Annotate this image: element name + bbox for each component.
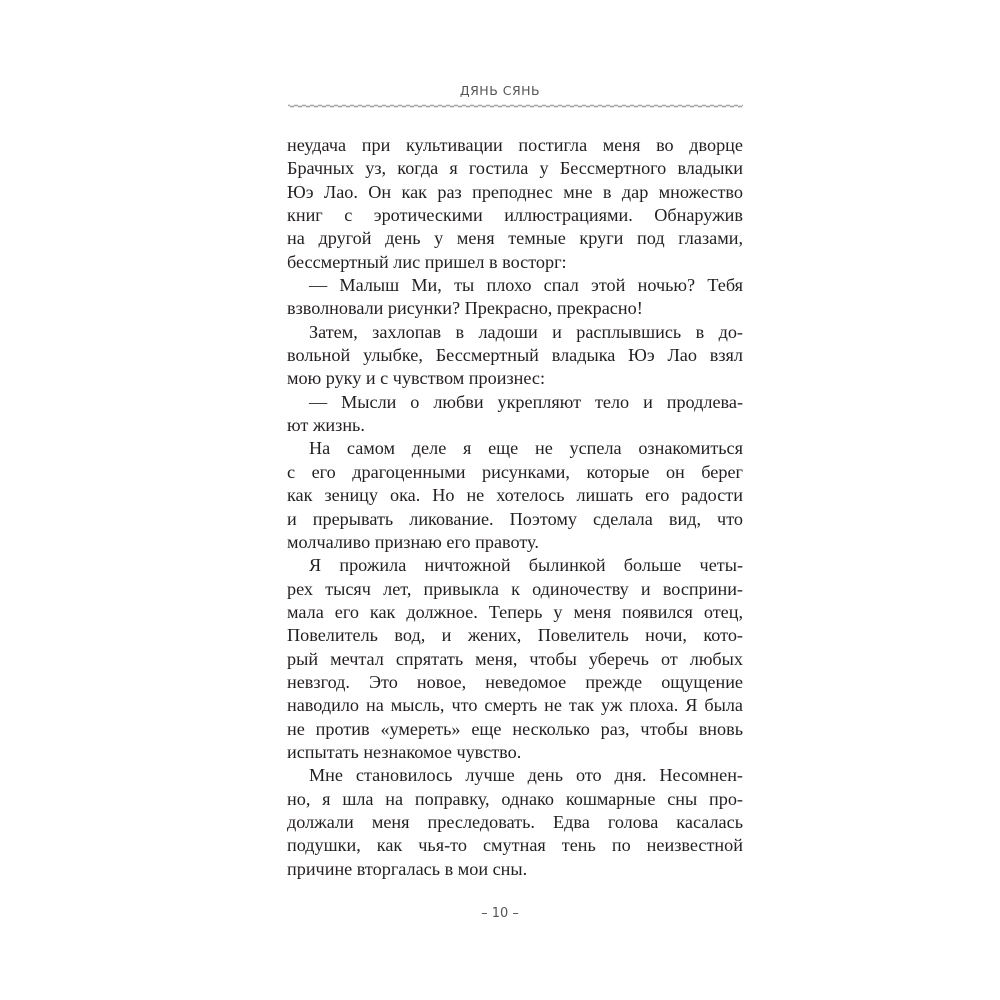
text-line: — Мысли о любви укрепляют тело и продлева- [309,391,743,412]
text-line: Юэ Лао. Он как раз преподнес мне в дар множество [287,181,743,202]
paragraph [287,274,743,321]
text-line: должали меня преследовать. Едва голова касалась [287,811,743,832]
paragraph [287,554,743,764]
text-line: молчаливо признаю его правоту. [287,531,539,552]
text-line: — Малыш Ми, ты плохо спал этой ночью? Тебя [309,275,743,296]
text-line: книг с эротическими иллюстрациями. Обнаружив [287,205,743,226]
text-line: не против «умереть» еще несколько раз, чтобы вновь [287,718,743,739]
text-line: Повелитель вод, и жених, Повелитель ночи, кото- [287,625,743,646]
text-line: подушки, как чья-то смутная тень по неизвестной [287,835,743,856]
text-line: Я прожила ничтожной былинкой больше четы- [309,555,743,576]
text-line: рех тысяч лет, привыкла к одиночеству и восприни- [287,578,743,599]
text-line: бессмертный лис пришел в восторг: [287,251,567,272]
paragraph [287,134,743,274]
text-line: испытать незнакомое чувство. [287,741,522,762]
text-line: с его драгоценными рисунками, которые он берег [287,461,743,482]
text-line: мала его как должное. Теперь у меня появился отец, [287,601,743,622]
text-line: мою руку и с чувством произнес: [287,368,546,389]
text-line: как зеницу ока. Но не хотелось лишать его радости [287,485,743,506]
text-line: Затем, захлопав в ладоши и расплывшись в до- [309,321,743,342]
text-line: Мне становилось лучше день ото дня. Несомнен- [309,765,743,786]
paragraph [287,391,743,438]
text-line: невзгод. Это новое, неведомое прежде ощущение [287,671,743,692]
text-line: ют жизнь. [287,415,365,436]
body-text [287,134,743,881]
text-line: взволновали рисунки? Прекрасно, прекрасно! [287,298,643,319]
paragraph [287,437,743,554]
page-number: – 10 – [481,906,519,921]
paragraph [287,321,743,391]
wavy-divider [288,103,743,109]
text-line: на другой день у меня темные круги под глазами, [287,228,743,249]
text-line: неудача при культивации постигла меня во дворце [287,135,743,155]
text-line: и прерывать ликование. Поэтому сделала вид, что [287,508,743,529]
text-line: рый мечтал спрятать меня, чтобы уберечь от любых [287,648,743,669]
text-line: но, я шла на поправку, однако кошмарные сны про- [287,788,743,809]
text-line: причине вторгалась в мои сны. [287,858,528,879]
text-line: Брачных уз, когда я гостила у Бессмертного владыки [287,158,743,179]
running-header: ДЯНЬ СЯНЬ [459,83,541,98]
text-line: На самом деле я еще не успела ознакомиться [309,438,743,459]
text-line: вольной улыбке, Бессмертный владыка Юэ Лао взял [287,345,743,366]
paragraph [287,764,743,881]
text-line: наводило на мысль, что смерть не так уж плоха. Я была [287,695,743,716]
